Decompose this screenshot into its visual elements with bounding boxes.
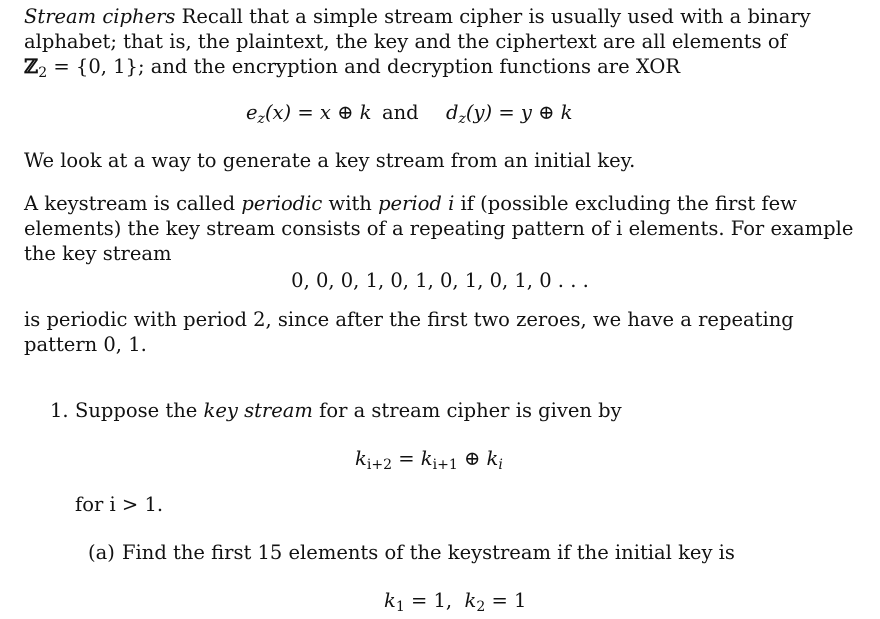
example-key-stream: 0, 0, 0, 1, 0, 1, 0, 1, 0, 1, 0 . . . <box>291 269 589 292</box>
periodic-line-1: A keystream is called periodic with period i if (possible excluding the first few <box>24 192 797 215</box>
encryption-equation: $e_z(x) = x$ ⊕ k <box>246 101 372 127</box>
question-1a-text: Find the first 15 elements of the keystream if the initial key is <box>122 541 735 564</box>
periodic-line-3: the key stream <box>24 242 172 265</box>
question-1a-label: (a) <box>88 541 115 564</box>
equation-and-word: and <box>382 101 419 124</box>
question-1-condition: for i > 1. <box>75 493 164 516</box>
intro-line-2: alphabet; that is, the plaintext, the key and the ciphertext are all elements of <box>24 30 787 53</box>
intro-line-3-text: = {0, 1}; and the encryption and decryption functions are XOR <box>47 55 681 78</box>
recurrence-equation: $k_{i+2} = k_{i+1}$ ⊕ $k_i$ <box>355 447 503 473</box>
term-key-stream: key stream <box>203 399 313 422</box>
question-1-number: 1. <box>50 399 69 422</box>
decryption-equation: $d_z(y) = y$ ⊕ k <box>446 101 573 127</box>
periodic-line-2: elements) the key stream consists of a repeating pattern of i elements. For example <box>24 217 854 240</box>
conclusion-line-1: is periodic with period 2, since after the first two zeroes, we have a repeating <box>24 308 794 331</box>
section-heading: Stream ciphers <box>24 5 176 28</box>
conclusion-line-2: pattern 0, 1. <box>24 333 147 356</box>
intro-line-1 <box>24 4 811 29</box>
intro-line-3 <box>24 54 680 79</box>
question-1-text: Suppose the key stream for a stream cipher is given by <box>75 399 622 422</box>
generate-paragraph: We look at a way to generate a key stream from an initial key. <box>24 149 636 172</box>
initial-key-equation: $k_1 = 1$, $k_2 = 1$ <box>384 589 527 615</box>
integers-set-symbol: ℤ <box>24 55 39 78</box>
term-period: period <box>378 192 442 215</box>
integers-set-subscript: 2 <box>38 64 48 81</box>
intro-line-1-text: Recall that a simple stream cipher is usually used with a binary <box>181 5 811 28</box>
term-periodic: periodic <box>241 192 323 215</box>
